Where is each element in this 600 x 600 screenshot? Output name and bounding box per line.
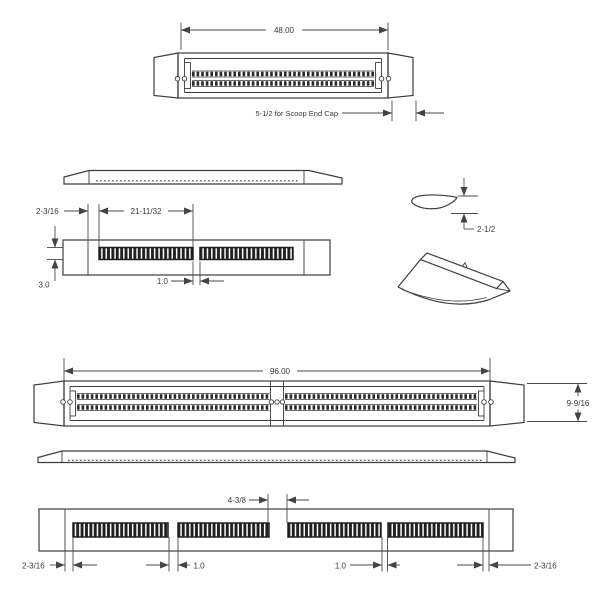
end-cap-3d-top-band [421,253,504,289]
end-cap-side-profile [412,195,457,209]
dim-96-center-gap-label: 4-3/8 [227,496,246,505]
dim-end-cap-height-label: 2-1/2 [477,224,496,234]
dim-96-right-margin-label: 2-3/16 [534,561,557,571]
grille-strip [200,248,293,260]
dim-48-element-width [38,226,63,290]
dim-48-element-length-label: 21-11/32 [130,207,162,216]
end-cap-3d-inner-curve [402,290,487,302]
scoop-end-cap-note: 5-1/2 for Scoop End Cap [255,109,338,118]
bottom-view-96 [39,509,513,551]
grille-strip [288,523,381,537]
dim-48-element-gap [157,262,224,287]
end-cap-3d-bottom-rim [398,287,490,304]
dim-48-end-margin-label: 2-3/16 [36,207,59,216]
grille-strip [99,248,193,260]
grille-strip [178,523,269,537]
dim-96-left-margin-label: 2-3/16 [22,561,45,571]
side-profile-96 [38,451,515,463]
front-view-96 [34,381,524,426]
dim-48-element-gap-label: 1.0 [156,277,168,286]
end-cap-3d-view [398,253,510,304]
dim-96-right-gap [335,537,400,572]
dim-end-cap-height [451,178,496,234]
heating-element-rows-48 [192,71,374,87]
dim-96-right-gap-label: 1.0 [334,561,346,571]
dim-48-element-width-label: 3.0 [38,280,50,290]
fixture-body-48 [178,53,388,98]
right-end-cap-48 [388,53,413,98]
dim-scoop-end-cap [255,101,444,122]
dim-96-left-margin [22,537,97,572]
dim-96-left-gap [146,537,205,572]
grille-strip [73,523,168,537]
dim-96-length-label: 96.00 [269,367,291,376]
end-cap-profile-outline [412,195,457,209]
dim-48-length [181,23,388,51]
left-end-cap-48 [154,53,178,98]
dim-96-height [527,384,590,422]
dim-96-right-margin [457,537,557,572]
dim-96-left-gap-label: 1.0 [193,561,205,571]
dim-96-length [64,358,490,381]
center-joint-96 [269,381,284,426]
left-end-cap-96 [34,381,64,426]
dim-48-length-label: 48.00 [273,26,295,35]
right-end-cap-96 [490,381,524,426]
bottom-view-48 [63,240,330,275]
side-profile-48-outline [64,171,342,185]
end-cap-3d-left-edge [398,260,421,288]
side-profile-48 [64,171,342,185]
dim-96-height-label: 9-9/16 [566,398,590,408]
front-view-48 [154,53,413,98]
grille-strip [388,523,483,537]
